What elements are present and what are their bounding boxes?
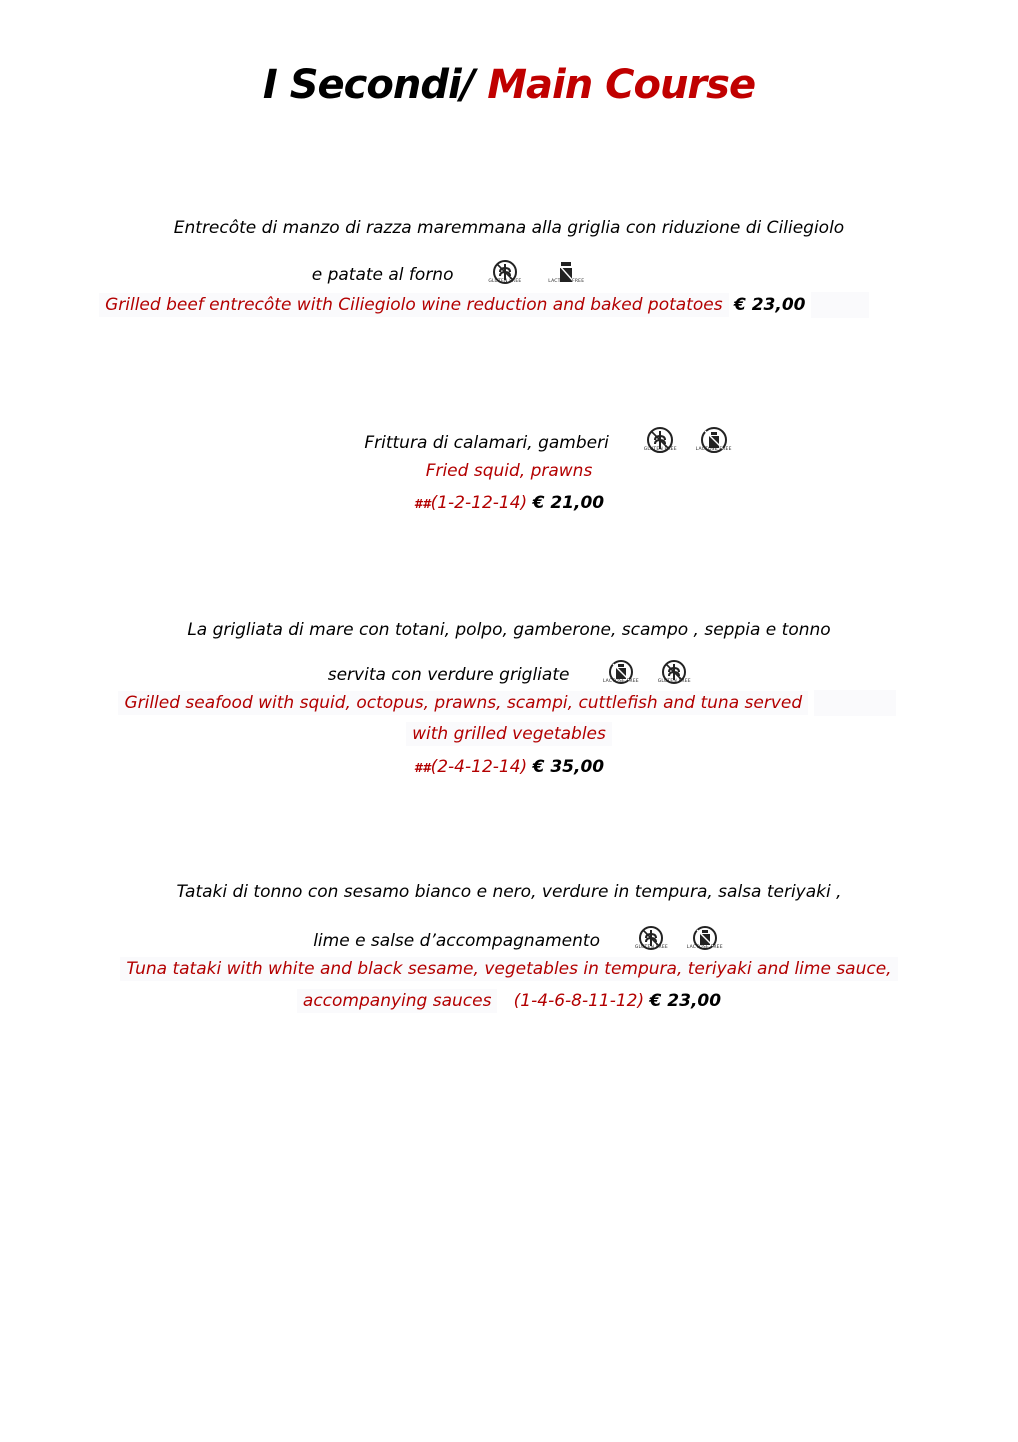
lactose-free-caption: LACTOSE FREE (686, 945, 723, 950)
title-italian: I Secondi/ (262, 62, 488, 108)
page-title (0, 62, 1018, 108)
gluten-free-caption: GLUTEN FREE (657, 679, 691, 684)
lactose-free-caption: LACTOSE FREE (548, 279, 585, 284)
gluten-free-caption: GLUTEN FREE (488, 279, 522, 284)
dish-4-allergens: (1-4-6-8-11-12) (513, 991, 645, 1011)
dish-2-price-row (0, 491, 1018, 515)
dish-3-english-row1 (0, 690, 1016, 714)
dish-3-hash: ## (413, 761, 431, 775)
dish-3-italian-line2-row (2, 658, 1018, 685)
lactose-free-icon (685, 924, 725, 958)
highlight-block (811, 292, 869, 318)
lactose-free-caption: LACTOSE FREE (695, 447, 732, 452)
dish-2-italian-line1: Frittura di calamari, gamberi (364, 433, 609, 453)
dish-4-italian-line2-row (10, 924, 1018, 951)
dish-3-english-row2 (0, 722, 1018, 746)
dish-4-english-row1 (0, 957, 1018, 981)
dish-2-english: Fried squid, prawns (425, 461, 593, 481)
dish-1-italian-line2: e patate al forno (311, 265, 454, 285)
dish-2-hash: ## (413, 497, 431, 511)
gluten-free-caption: GLUTEN FREE (643, 447, 677, 452)
highlight-block (814, 690, 896, 716)
dish-3-price-row (0, 755, 1018, 779)
dish-1-english-row (0, 292, 993, 316)
dish-1-italian-line2-row (0, 258, 958, 285)
dish-3-allergens: (2-4-12-14) (430, 757, 528, 777)
dish-3-english-line2: with grilled vegetables (412, 724, 606, 744)
title-english: Main Course (487, 62, 756, 108)
dish-2-italian-row (40, 426, 1018, 453)
dish-3-english-line1: Grilled seafood with squid, octopus, prawns, scampi, cuttlefish and tuna served (124, 693, 803, 713)
dish-4-english-line1: Tuna tataki with white and black sesame, vegetables in tempura, teriyaki and lime sauce, (126, 959, 892, 979)
dish-2-english-row (0, 459, 1018, 483)
dish-4-italian-line1: Tataki di tonno con sesamo bianco e nero, verdure in tempura, salsa teriyaki , (176, 882, 842, 902)
lactose-free-icon (546, 258, 586, 292)
lactose-free-icon (694, 426, 734, 460)
gluten-free-icon (640, 426, 680, 460)
dish-3-italian-line1: La grigliata di mare con totani, polpo, gamberone, scampo , seppia e tonno (187, 620, 831, 640)
gluten-free-icon (485, 258, 525, 292)
dish-1-price: € 23,00 (733, 295, 806, 315)
dish-1-italian-line1: Entrecôte di manzo di razza maremmana alla griglia con riduzione di Ciliegiolo (173, 218, 845, 238)
dish-1-english: Grilled beef entrecôte with Ciliegiolo wine reduction and baked potatoes (105, 295, 723, 315)
gluten-free-icon (654, 658, 694, 692)
gluten-free-caption: GLUTEN FREE (634, 945, 668, 950)
gluten-free-icon (631, 924, 671, 958)
dish-3-italian-line2: servita con verdure grigliate (327, 665, 570, 685)
dish-4-price: € 23,00 (649, 991, 722, 1011)
dish-2-price: € 21,00 (532, 493, 605, 513)
dish-4-english-row2 (0, 989, 1018, 1013)
lactose-free-icon (601, 658, 641, 692)
dish-2-allergens: (1-2-12-14) (430, 493, 528, 513)
dish-4-english-line2: accompanying sauces (302, 991, 492, 1011)
dish-4-italian-line2: lime e salse d’accompagnamento (313, 931, 600, 951)
dish-3-price: € 35,00 (532, 757, 605, 777)
lactose-free-caption: LACTOSE FREE (602, 679, 639, 684)
